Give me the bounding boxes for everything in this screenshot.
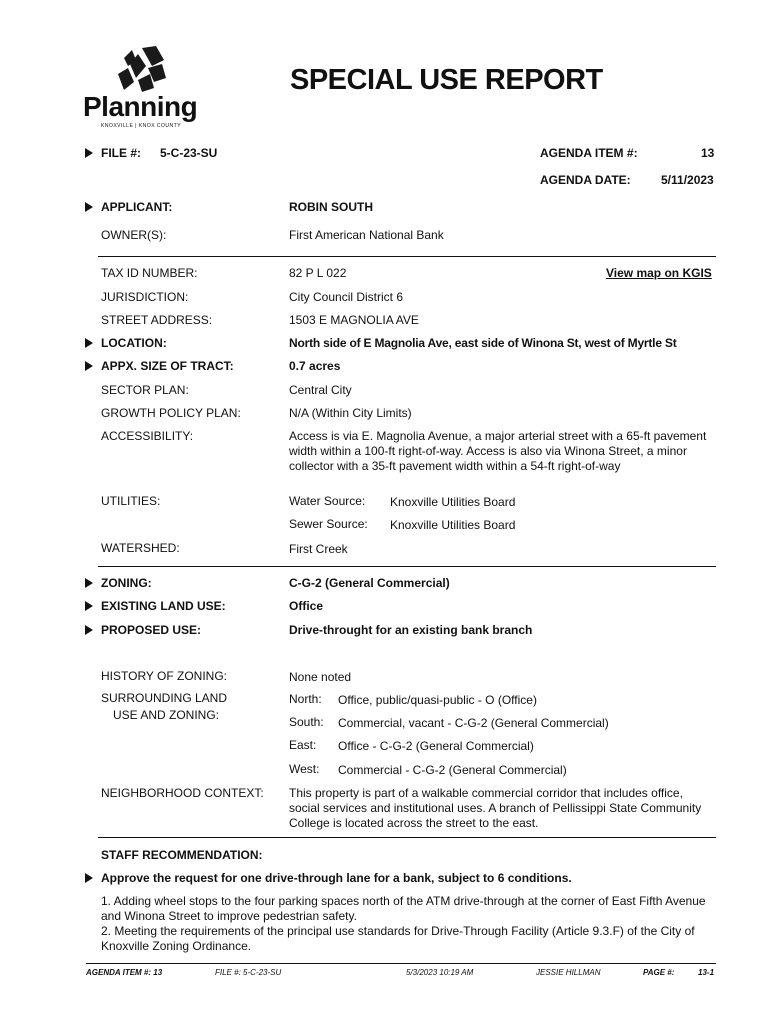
agenda-item-value: 13 [701,146,715,160]
surrounding-east-dir: East: [289,738,317,752]
watershed-value: First Creek [289,542,348,556]
water-source-value: Knoxville Utilities Board [390,495,516,509]
surrounding-label-line2: USE AND ZONING: [113,708,220,722]
divider [98,837,716,838]
tract-size-value: 0.7 acres [289,359,341,373]
tax-id-value: 82 P L 022 [289,266,347,280]
zoning-value: C-G-2 (General Commercial) [289,576,450,590]
surrounding-east-value: Office - C-G-2 (General Commercial) [338,739,534,753]
footer-timestamp: 5/3/2023 10:19 AM [406,968,474,977]
owners-value: First American National Bank [289,228,444,242]
sector-plan-value: Central City [289,383,352,397]
surrounding-label-line1: SURROUNDING LAND [101,691,228,705]
surrounding-south-value: Commercial, vacant - C-G-2 (General Commercial) [338,716,609,730]
surrounding-north-value: Office, public/quasi-public - O (Office) [338,693,537,707]
staff-recommendation-heading: STAFF RECOMMENDATION: [101,848,263,862]
tax-id-label: TAX ID NUMBER: [101,266,198,280]
kgis-map-link[interactable]: View map on KGIS [606,266,712,280]
agenda-item-label: AGENDA ITEM #: [540,146,638,160]
applicant-label: APPLICANT: [101,200,173,214]
sewer-source-value: Knoxville Utilities Board [390,518,516,532]
staff-conditions: 1. Adding wheel stops to the four parking spaces north of the ATM drive-through at the corner of East Fifth Avenue and Winona Street to improve pedestrian safety. 2. Meeting the requirements of the principal use standards for Drive-Through Facility (Article 9.3.F) of the City of Knoxville Zoning Ordinance. [101,894,706,953]
existing-use-label: EXISTING LAND USE: [101,599,226,613]
neighborhood-label: NEIGHBORHOOD CONTEXT: [101,786,264,800]
zoning-label: ZONING: [101,576,152,590]
logo-tagline: KNOXVILLE | KNOX COUNTY [101,123,182,129]
jurisdiction-value: City Council District 6 [289,290,404,304]
divider [98,256,716,257]
proposed-use-marker-icon [85,625,93,635]
applicant-value: ROBIN SOUTH [289,200,373,214]
divider [98,566,716,567]
agenda-date-label: AGENDA DATE: [540,173,631,187]
tract-size-label: APPX. SIZE OF TRACT: [101,359,234,373]
footer-page-label: PAGE #: [643,968,675,977]
street-address-label: STREET ADDRESS: [101,313,213,327]
watershed-label: WATERSHED: [101,541,180,555]
jurisdiction-label: JURISDICTION: [101,290,189,304]
growth-policy-label: GROWTH POLICY PLAN: [101,406,241,420]
surrounding-west-dir: West: [289,762,320,776]
zoning-marker-icon [85,578,93,588]
surrounding-west-value: Commercial - C-G-2 (General Commercial) [338,763,567,777]
neighborhood-value: This property is part of a walkable commercial corridor that includes office, social services and institutional uses. A branch of Pellissippi State Community College is located across the street to the east. [289,786,702,830]
footer-divider [86,963,716,964]
footer-agenda-item: AGENDA ITEM #: 13 [86,968,163,977]
staff-recommendation: Approve the request for one drive-through lane for a bank, subject to 6 conditions. [101,871,572,885]
footer-file: FILE #: 5-C-23-SU [215,968,282,977]
proposed-use-value: Drive-throught for an existing bank branch [289,623,533,637]
street-address-value: 1503 E MAGNOLIA AVE [289,313,419,327]
recommendation-marker-icon [85,873,93,883]
owners-label: OWNER(S): [101,228,167,242]
tract-size-marker-icon [85,361,93,371]
growth-policy-value: N/A (Within City Limits) [289,406,412,420]
surrounding-north-dir: North: [289,692,322,706]
sector-plan-label: SECTOR PLAN: [101,383,189,397]
accessibility-label: ACCESSIBILITY: [101,429,194,443]
footer-page-value: 13-1 [698,968,715,977]
surrounding-south-dir: South: [289,715,324,729]
location-marker-icon [85,338,93,348]
water-source-label: Water Source: [289,494,366,508]
accessibility-value: Access is via E. Magnolia Avenue, a major arterial street with a 65-ft pavement width within a 100-ft right-of-way. Access is also via Winona Street, a minor collector with a 35-ft pavement width within a 54-ft right-of-way [289,429,707,473]
existing-use-value: Office [289,599,324,613]
location-label: LOCATION: [101,336,167,350]
sewer-source-label: Sewer Source: [289,517,368,531]
proposed-use-label: PROPOSED USE: [101,623,202,637]
location-value: North side of E Magnolia Ave, east side of Winona St, west of Myrtle St [289,336,677,350]
planning-logo-icon [112,44,168,94]
file-label: FILE #: [101,146,142,160]
logo-wordmark: Planning [83,91,198,122]
history-label: HISTORY OF ZONING: [101,669,228,683]
file-marker-icon [85,148,93,158]
page-title: SPECIAL USE REPORT [290,64,603,96]
history-value: None noted [289,670,352,684]
utilities-label: UTILITIES: [101,494,161,508]
footer-author: JESSIE HILLMAN [536,968,601,977]
file-number: 5-C-23-SU [160,146,218,160]
agenda-date-value: 5/11/2023 [661,173,714,187]
existing-use-marker-icon [85,601,93,611]
applicant-marker-icon [85,202,93,212]
